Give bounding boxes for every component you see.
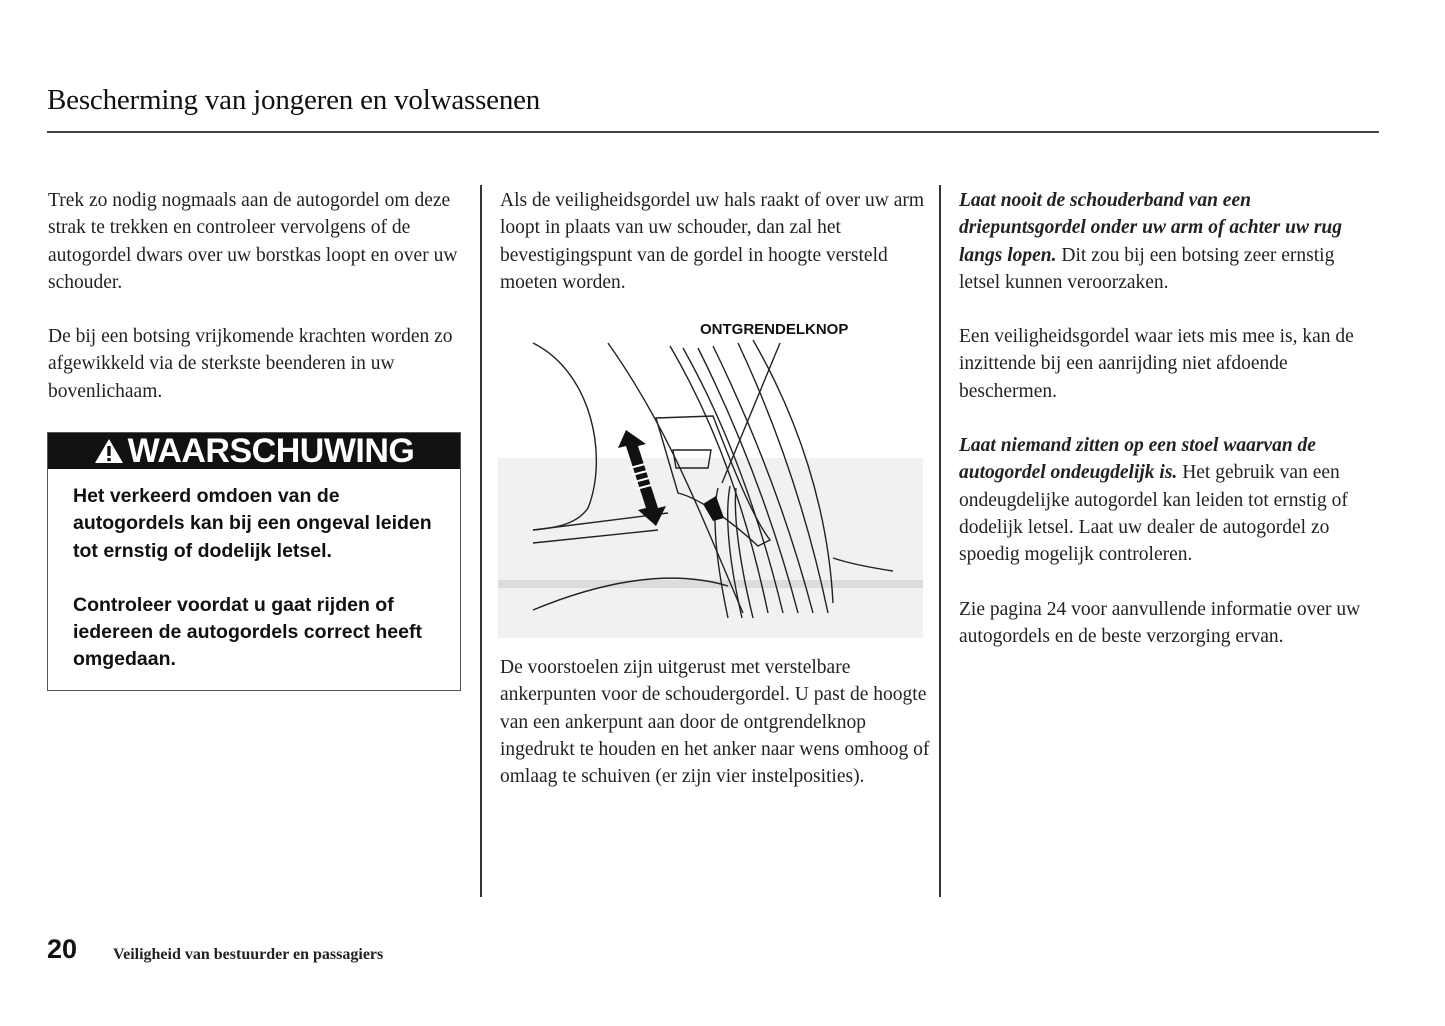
- text-serious-injury: Dit zou bij een botsing zeer ernstig letsel kunnen veroorzaken.: [959, 244, 1335, 293]
- column-divider-2: [939, 185, 941, 897]
- paragraph-tighten-belt: Trek zo nodig nogmaals aan de autogordel om deze strak te trekken en controleer vervolgens of de autogordel dwars over uw borstkas loopt en over uw schouder.: [48, 190, 458, 293]
- section-footer: Veiligheid van bestuurder en passagiers: [113, 946, 384, 963]
- title-divider: [47, 131, 1379, 133]
- column-1: [48, 187, 468, 432]
- page-title: Bescherming van jongeren en volwassenen: [47, 84, 541, 116]
- paragraph-forces: De bij een botsing vrijkomende krachten worden zo afgewikkeld via de sterkste beenderen in uw bovenlichaam.: [48, 326, 453, 402]
- paragraph-never-under-arm: [959, 187, 1379, 296]
- emphasis-no-seating: Laat niemand zitten op een stoel waarvan de autogordel ondeugdelijk is.: [959, 435, 1316, 484]
- warning-text-1: Het verkeerd omdoen van de autogordels kan bij een ongeval leiden tot ernstig of dodelijk letsel.: [73, 485, 432, 562]
- warning-text-2: Controleer voordat u gaat rijden of iedereen de autogordels correct heeft omgedaan.: [73, 593, 422, 671]
- warning-box: [47, 432, 461, 691]
- warning-heading: WAARSCHUWING: [127, 431, 415, 470]
- emphasis-never-under-arm: Laat nooit de schouderband van een driepuntsgordel onder uw arm of achter uw rug langs lopen.: [959, 190, 1343, 266]
- seatbelt-anchor-illustration: [498, 318, 923, 643]
- paragraph-see-page-24: Zie pagina 24 voor aanvullende informatie over uw autogordels en de beste verzorging ervan.: [959, 598, 1361, 647]
- warning-body: [48, 469, 460, 674]
- paragraph-adjust-anchor: Als de veiligheidsgordel uw hals raakt of over uw arm loopt in plaats van uw schouder, dan zal het bevestigingspunt van de gordel in hoogte versteld moeten worden.: [500, 190, 925, 293]
- column-divider-1: [480, 185, 482, 897]
- column-3: [959, 187, 1379, 677]
- release-button-label: ONTGRENDELKNOP: [700, 321, 849, 338]
- column-2: [500, 187, 930, 323]
- warning-triangle-icon: [94, 438, 124, 464]
- warning-header: [48, 433, 460, 469]
- paragraph-adjustable-anchors: De voorstoelen zijn uitgerust met verstelbare ankerpunten voor de schoudergordel. U past de hoogte van een ankerpunt aan door de ontgrendelknop ingedrukt te houden en het anker naar wens omhoog of omlaag te schuiven (er zijn vier instelposities).: [500, 657, 930, 788]
- page-number: 20: [47, 934, 78, 964]
- paragraph-no-seating-faulty-belt: [959, 432, 1379, 568]
- text-dealer-check: Het gebruik van een ondeugdelijke autogordel kan leiden tot ernstig of dodelijk letsel. Laat uw dealer de autogordel zo spoedig mogelijk controleren.: [959, 462, 1348, 566]
- paragraph-faulty-belt: Een veiligheidsgordel waar iets mis mee is, kan de inzittende bij een aanrijding niet afdoende beschermen.: [959, 326, 1354, 402]
